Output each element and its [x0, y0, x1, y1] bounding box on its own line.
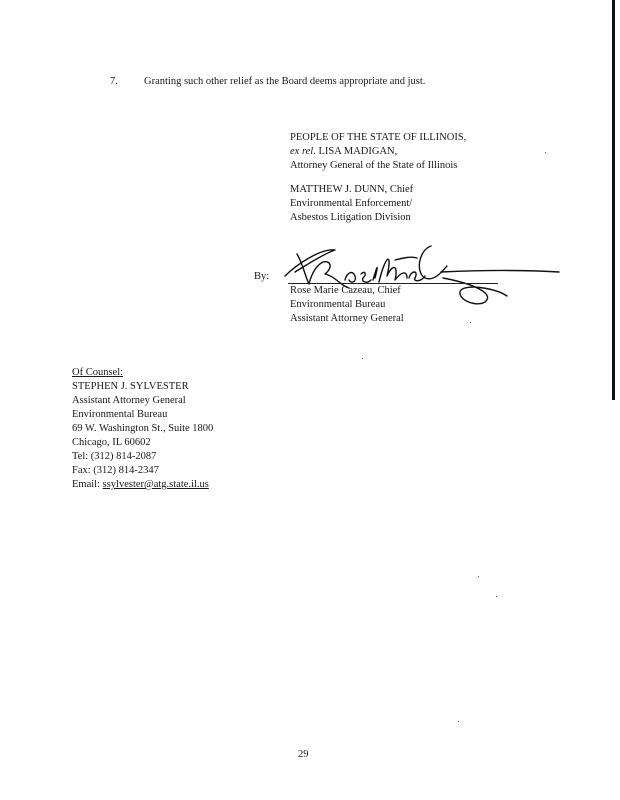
attorney-general-title: Attorney General of the State of Illinois: [290, 160, 458, 171]
ex-rel-prefix: ex rel.: [290, 146, 316, 157]
scan-speck: [478, 576, 479, 577]
counsel-address-street: 69 W. Washington St., Suite 1800: [72, 423, 214, 434]
scan-speck: [545, 152, 546, 153]
scan-speck: [496, 596, 497, 597]
scan-edge-bar: [612, 0, 615, 400]
counsel-name: STEPHEN J. SYLVESTER: [72, 381, 189, 392]
email-label: Email:: [72, 479, 103, 490]
signer-title: Assistant Attorney General: [290, 313, 404, 324]
signer-bureau: Environmental Bureau: [290, 299, 386, 310]
signature-block: [290, 131, 466, 225]
counsel-address-city: Chicago, IL 60602: [72, 437, 151, 448]
by-label: By:: [254, 271, 270, 282]
of-counsel-heading: Of Counsel:: [72, 367, 124, 378]
signer-block: [290, 284, 404, 326]
scan-speck: [362, 358, 363, 359]
paragraph-number: 7.: [110, 76, 118, 87]
counsel-email-line: [72, 478, 213, 492]
counsel-fax: Fax: (312) 814-2347: [72, 465, 159, 476]
of-counsel-block: [72, 366, 213, 492]
ex-rel-line: [290, 145, 466, 159]
division-name-1: Environmental Enforcement/: [290, 198, 413, 209]
counsel-bureau: Environmental Bureau: [72, 409, 168, 420]
counsel-title: Assistant Attorney General: [72, 395, 186, 406]
scan-speck: [470, 322, 471, 323]
page-number: 29: [298, 749, 309, 760]
counsel-telephone: Tel: (312) 814-2087: [72, 451, 157, 462]
paragraph-text: Granting such other relief as the Board deems appropriate and just.: [144, 76, 426, 87]
division-chief-name: MATTHEW J. DUNN, Chief: [290, 184, 414, 195]
division-name-2: Asbestos Litigation Division: [290, 212, 411, 223]
attorney-general-name: LISA MADIGAN,: [315, 146, 398, 157]
party-name: PEOPLE OF THE STATE OF ILLINOIS,: [290, 132, 467, 143]
counsel-email-link[interactable]: ssylvester@atg.state.il.us: [102, 479, 209, 490]
scan-speck: [458, 721, 459, 722]
signer-name: Rose Marie Cazeau, Chief: [290, 285, 401, 296]
